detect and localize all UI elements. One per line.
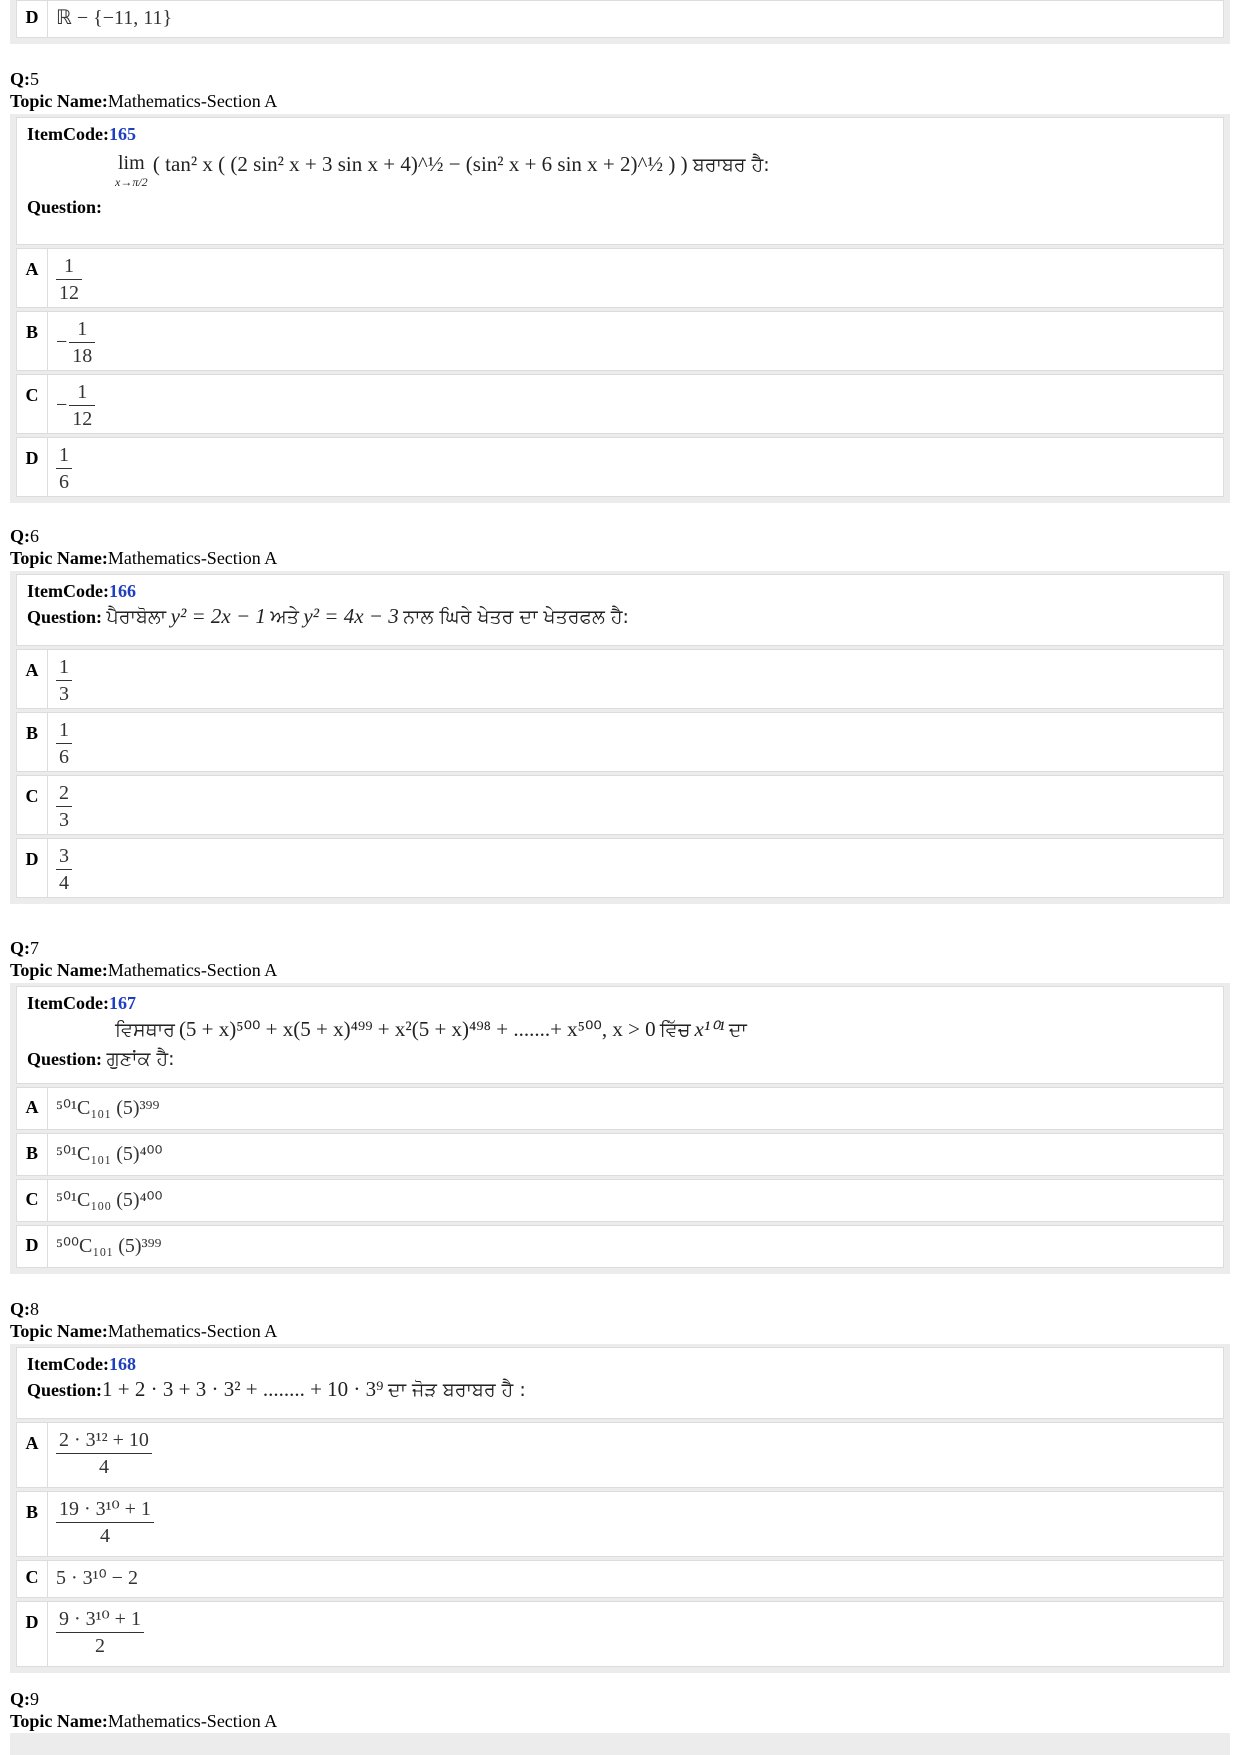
question-5-box — [10, 114, 1230, 503]
option-d[interactable]: D $\frac{\text{9 · 3¹⁰ + 1}}{2}$ — [16, 1601, 1224, 1667]
prev-question-tail — [10, 0, 1230, 44]
question-8-heading: Q:8 Topic Name:Mathematics-Section A — [10, 1299, 278, 1341]
question-9-heading: Q:9 Topic Name:Mathematics-Section A — [10, 1689, 278, 1731]
option-a[interactable]: A $\frac{1}{3}$ — [16, 649, 1224, 709]
option-c[interactable]: C ⁵⁰¹C₁₀₀ (5)⁴⁰⁰ — [16, 1179, 1224, 1222]
question-8-box — [10, 1344, 1230, 1673]
option-value: ℝ − {−11, 11} — [56, 7, 173, 29]
question-6-heading: Q:6 Topic Name:Mathematics-Section A — [10, 526, 278, 568]
question-7-box — [10, 983, 1230, 1274]
question-text: ਵਿਸਥਾਰ (5 + x)⁵⁰⁰ + x(5 + x)⁴⁹⁹ + x²(5 + x)⁴⁹⁸ + .......+ x⁵⁰⁰, x > 0 ਵਿੱਚ x¹⁰¹ ਦਾ — [115, 1017, 747, 1041]
option-b[interactable]: B $\frac{\text{19 · 3¹⁰ + 1}}{4}$ — [16, 1491, 1224, 1557]
question-9-box — [10, 1733, 1230, 1755]
question-6-header: ItemCode:166 Question: ਪੈਰਾਬੋਲਾ y² = 2x − 1 ਅਤੇ y² = 4x − 3 ਨਾਲ ਘਿਰੇ ਖੇਤਰ ਦਾ ਖੇਤਰਫਲ ਹੈ: — [16, 574, 1224, 646]
item-code: 165 — [108, 124, 136, 144]
question-text: Question:1 + 2 · 3 + 3 · 3² + ........ + 10 · 3⁹ ਦਾ ਜੋੜ ਬਰਾਬਰ ਹੈ : — [27, 1377, 526, 1401]
option-a[interactable]: A $\frac{1}{12}$ — [16, 248, 1224, 308]
question-7-header: ItemCode:167 ਵਿਸਥਾਰ (5 + x)⁵⁰⁰ + x(5 + x)⁴⁹⁹ + x²(5 + x)⁴⁹⁸ + .......+ x⁵⁰⁰, x > 0 ਵਿੱਚ x¹⁰¹ ਦਾ Question: ਗੁਣਾਂਕ ਹੈ: — [16, 986, 1224, 1084]
item-code: 166 — [108, 581, 136, 601]
question-7-heading: Q:7 Topic Name:Mathematics-Section A — [10, 938, 278, 980]
option-b[interactable]: B ⁵⁰¹C₁₀₁ (5)⁴⁰⁰ — [16, 1133, 1224, 1176]
question-8-header: ItemCode:168 Question:1 + 2 · 3 + 3 · 3² + ........ + 10 · 3⁹ ਦਾ ਜੋੜ ਬਰਾਬਰ ਹੈ : — [16, 1347, 1224, 1419]
question-6-box — [10, 571, 1230, 904]
option-d[interactable]: D $\frac{1}{6}$ — [16, 437, 1224, 497]
option-d[interactable]: D ⁵⁰⁰C₁₀₁ (5)³⁹⁹ — [16, 1225, 1224, 1268]
option-d[interactable]: D $\frac{3}{4}$ — [16, 838, 1224, 898]
option-c[interactable]: C $\frac{2}{3}$ — [16, 775, 1224, 835]
item-code: 168 — [108, 1354, 136, 1374]
question-text: lim x→π/2 ( tan² x ( (2 sin² x + 3 sin x + 4)^½ − (sin² x + 6 sin x + 2)^½ ) ) ਬਰਾਬਰ ਹੈ: — [115, 152, 770, 189]
option-c[interactable]: C − $\frac{1}{12}$ — [16, 374, 1224, 434]
question-text: Question: ਪੈਰਾਬੋਲਾ y² = 2x − 1 ਅਤੇ y² = 4x − 3 ਨਾਲ ਘਿਰੇ ਖੇਤਰ ਦਾ ਖੇਤਰਫਲ ਹੈ: — [27, 604, 629, 628]
option-label: D — [17, 1, 48, 37]
option-a[interactable]: A ⁵⁰¹C₁₀₁ (5)³⁹⁹ — [16, 1087, 1224, 1130]
question-5-header: ItemCode:165 lim x→π/2 ( tan² x ( (2 sin² x + 3 sin x + 4)^½ − (sin² x + 6 sin x + 2)^½ ) ) ਬਰਾਬਰ ਹੈ: Question: — [16, 117, 1224, 245]
option-row[interactable] — [16, 0, 1224, 38]
item-code: 167 — [108, 993, 136, 1013]
option-b[interactable]: B $\frac{1}{6}$ — [16, 712, 1224, 772]
option-c[interactable]: C 5 · 3¹⁰ − 2 — [16, 1560, 1224, 1598]
option-a[interactable]: A $\frac{\text{2 · 3¹² + 10}}{4}$ — [16, 1422, 1224, 1488]
question-5-heading: Q:5 Topic Name:Mathematics-Section A — [10, 69, 278, 111]
option-b[interactable]: B − $\frac{1}{18}$ — [16, 311, 1224, 371]
